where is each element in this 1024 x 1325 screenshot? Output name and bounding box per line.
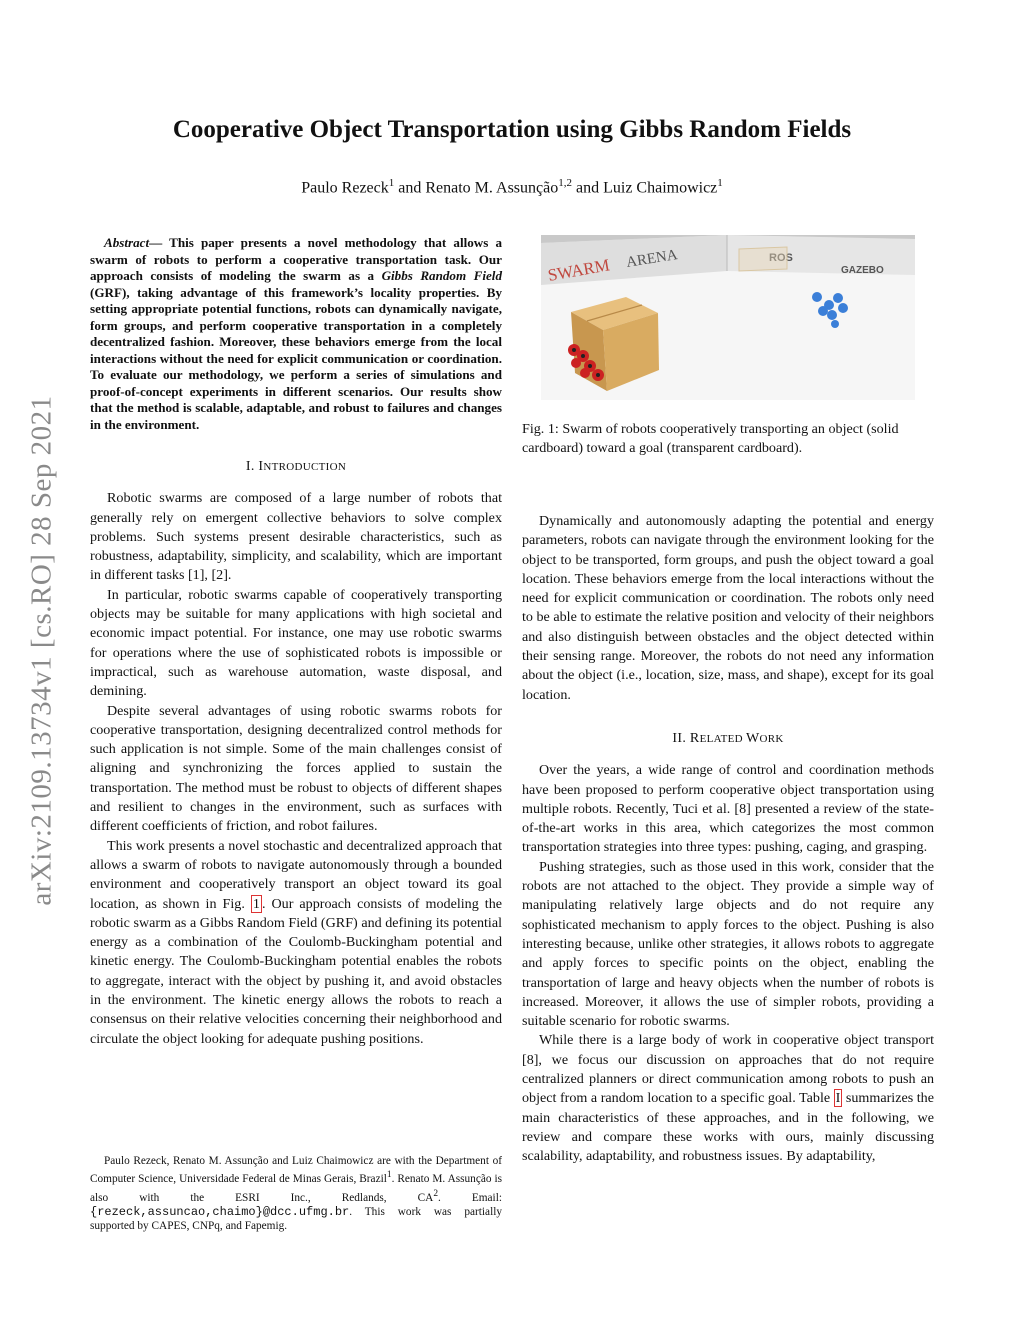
paper-title: Cooperative Object Transportation using Gibbs Random Fields xyxy=(172,116,852,143)
abstract-label: Abstract xyxy=(104,235,150,250)
related-paragraph-1: Over the years, a wide range of control and coordination methods have been proposed to perform cooperative object transportation using multiple robots. Recently, Tuci et al. [8] presented a review of the state-of-the-art works in this area, which categorizes the most common transportation strategies into three types: pushing, caging, and grasping. xyxy=(522,762,934,856)
arena-label-1: SWARM xyxy=(546,255,612,285)
author-1: Paulo Rezeck xyxy=(301,179,389,197)
ros-logo: ROS xyxy=(769,252,793,264)
author-3-affil: 1 xyxy=(717,177,723,189)
author-line xyxy=(0,177,1024,197)
left-column xyxy=(90,235,502,1049)
arena-label-2: ARENA xyxy=(625,247,679,271)
gazebo-logo: GAZEBO xyxy=(841,265,884,276)
abstract-text-a: This paper presents a novel methodology that allows a swarm of robots to perform a cooperative transportation task. Our approach consists of modeling the swarm as a xyxy=(90,235,502,283)
author-3: Luiz Chaimowicz xyxy=(603,179,718,197)
abstract-dash: — xyxy=(149,235,170,250)
arxiv-id: arXiv:2109.13734v1 [cs.RO] 28 Sep 2021 xyxy=(25,394,58,906)
footnote: Paulo Rezeck, Renato M. Assunção and Luiz Chaimowicz are with the Department of Computer Science, Universidade Federal de Minas Gerais, Brazil$^1$. Renato M. Assunção is also with the ESRI Inc., Redlands, $CA^2$. Email: {rezeck,assuncao,chaimo}@dcc.ufmg.br. This work was partially supported by CAPES, CNPq, and Fapemig. xyxy=(90,1155,502,1233)
related-paragraph-2: Pushing strategies, such as those used in this work, consider that the robots are not attached to the object. They provide a simple way of manipulating relatively large objects and do not require any sophisticated mechanism to apply forces to the object. Pushing is also interesting because, unlike other strategies, it allows robots to aggregate and apply forces to specific points on the object, enabling the transportation of large and heavy objects when the number of robots is increased. Moreover, it allows the use of simpler robots, providing a suitable scenario for robotic swarms. xyxy=(522,858,934,1030)
intro-paragraph-5: Dynamically and autonomously adapting the potential and energy parameters, robots can navigate through the environment looking for the object to be transported, form groups, and push the object toward a goal location. These behaviors emerge from the local interactions without the need for explicit communication or coordination. The robots only need to be able to estimate the relative position and velocity of their neighbors and also distinguish between obstacles and the object detected within their sensing range. Moreover, the robots do not need any information about the object (i.e., location, size, mass, and shape), except for its goal location. xyxy=(522,513,934,703)
author-1-affil: 1 xyxy=(388,177,395,189)
intro-heading: I. INTRODUCTION xyxy=(245,459,347,474)
related-paragraph-3: While there is a large body of work in cooperative object transport [8], we focus our discussion on approaches that do not require centralized planners or direct communication among robots to push an object from a random location to a specific goal. Table I summarizes the main characteristics of these approaches, and in the following, we review and compare these works with ours, mainly discussing scalability, adaptability, and robustness issues. By adaptability, xyxy=(522,1032,934,1165)
intro-paragraph-2: In particular, robotic swarms capable of cooperatively transporting objects may be suitable for many applications with high societal and economic impact potential. For instance, one may use robotic swarms for operations where the use of sophisticated robots is impossible or impractical, such as warehouse automation, waste disposal, and demining. xyxy=(90,586,502,700)
abstract-text-b: (GRF), taking advantage of this framework’s locality properties. By setting appropriate potential functions, robots can dynamically navigate, form groups, and perform cooperative transportation in a completely decentralized fashion. Moreover, these behaviors emerge from the local interactions without the need for explicit communication or coordination. To evaluate our methodology, we perform a series of simulations and proof-of-concept experiments in different scenarios. Our results show that the method is scalable, adaptable, and robust to failures and changes in the environment. xyxy=(90,284,502,432)
author-sep: and xyxy=(394,179,426,197)
abstract-grf-term: Gibbs Random Field xyxy=(381,268,502,283)
intro-paragraph-3: Despite several advantages of using robotic swarms robots for cooperative transportation, designing decentralized control methods for such application is not simple. Some of the main challenges consist of aligning and synchronizing the forces applied to sustain the transportation. The method must be robust to objects of different shapes and resilient to changes in the environment, such as surfaces with different coefficients of friction, and robot failures. xyxy=(90,702,502,835)
figure-1-link[interactable]: 1 xyxy=(252,895,260,912)
email-address: {rezeck,assuncao,chaimo}@dcc.ufmg.br xyxy=(90,1204,350,1219)
author-sep: and xyxy=(571,179,604,197)
intro-paragraph-1: Robotic swarms are composed of a large number of robots that generally rely on emergent collective behaviors to solve complex problems. Such systems present desirable characteristics, such as robustness, adaptability, simplicity, and scalability, which are important in different tasks [1], [2]. xyxy=(90,490,502,584)
arxiv-sidebar xyxy=(20,340,64,960)
swarm-arena-illustration xyxy=(541,235,915,400)
intro-paragraph-4: This work presents a novel stochastic and decentralized approach that allows a swarm of robots to navigate autonomously through a bounded environment and cooperatively transport an object toward its goal location, as shown in Fig. 1 . Our approach consists of modeling the robotic swarm as a Gibbs Random Field (GRF) and defining its potential energy as a combination of the Coulomb-Buckingham potential and kinetic energy. The Coulomb-Buckingham potential enables the robots to aggregate, interact with the object by pushing it, and avoid obstacles in the environment. The kinetic energy allows the robots to reach a consensus on their relative velocities concerning their neighborhood and circulate the object looking for adequate pushing positions. xyxy=(90,837,503,1047)
figure-1-swarm-arena xyxy=(541,235,915,400)
related-work-heading: II. RELATED WORK xyxy=(672,730,784,746)
author-2: Renato M. Assunção xyxy=(425,179,559,197)
abstract xyxy=(90,235,502,433)
right-column xyxy=(522,235,934,1167)
table-1-link[interactable]: I xyxy=(835,1090,841,1107)
figure-1-caption: Fig. 1: Swarm of robots cooperatively transporting an object (solid cardboard) toward a goal (transparent cardboard). xyxy=(522,421,899,456)
author-2-affil: 1,2 xyxy=(558,177,572,189)
